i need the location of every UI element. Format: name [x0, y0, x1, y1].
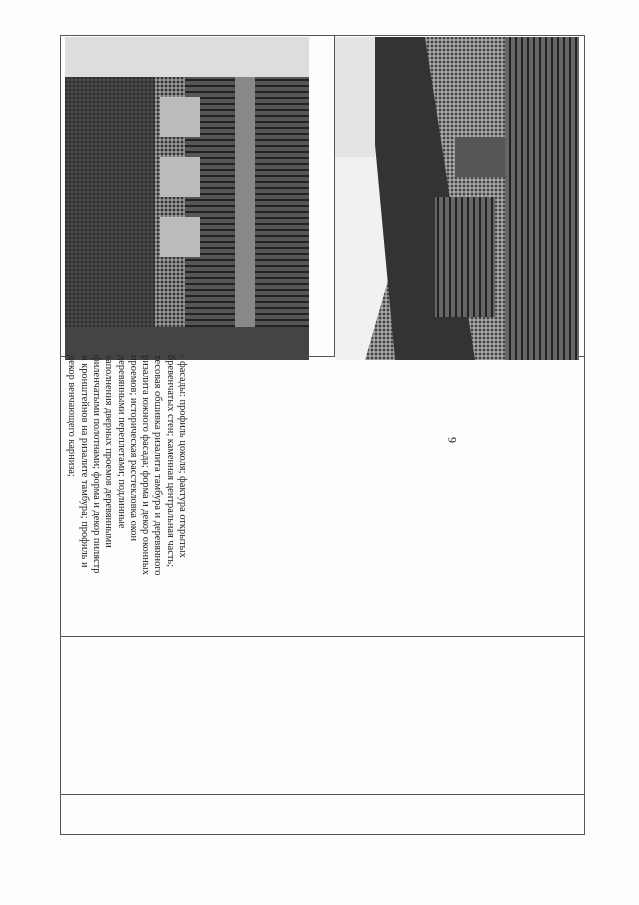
description-line: проемов; историческая расстекловка окон: [127, 355, 139, 542]
photo-carved-cornice: [335, 37, 579, 360]
description-line: заполнения дверных проемов деревянными: [103, 355, 115, 548]
description-line: тесовая обшивка ризалита тамбура и деревянного: [152, 355, 164, 576]
table-divider: [61, 794, 584, 795]
description-line: ризалита южного фасада; форма и декор оконных: [140, 355, 152, 575]
description-text: [63, 355, 188, 640]
photo-facade-trees: [65, 37, 309, 360]
description-line: - фасады: профиль цоколя; фактура открытых: [177, 355, 188, 558]
description-line: филенчатыми полотнами; форма и декор пилястр: [90, 355, 102, 574]
description-line: деревянными переплетами; подлинные: [115, 355, 127, 529]
page-number: 9: [445, 437, 460, 443]
description-line: и кронштейнов на ризалите тамбура; профиль и: [78, 355, 90, 568]
description-line: декор венчающего карниза;: [66, 355, 78, 477]
description-line: бревенчатых стен; каменная центральная часть;: [164, 355, 176, 567]
